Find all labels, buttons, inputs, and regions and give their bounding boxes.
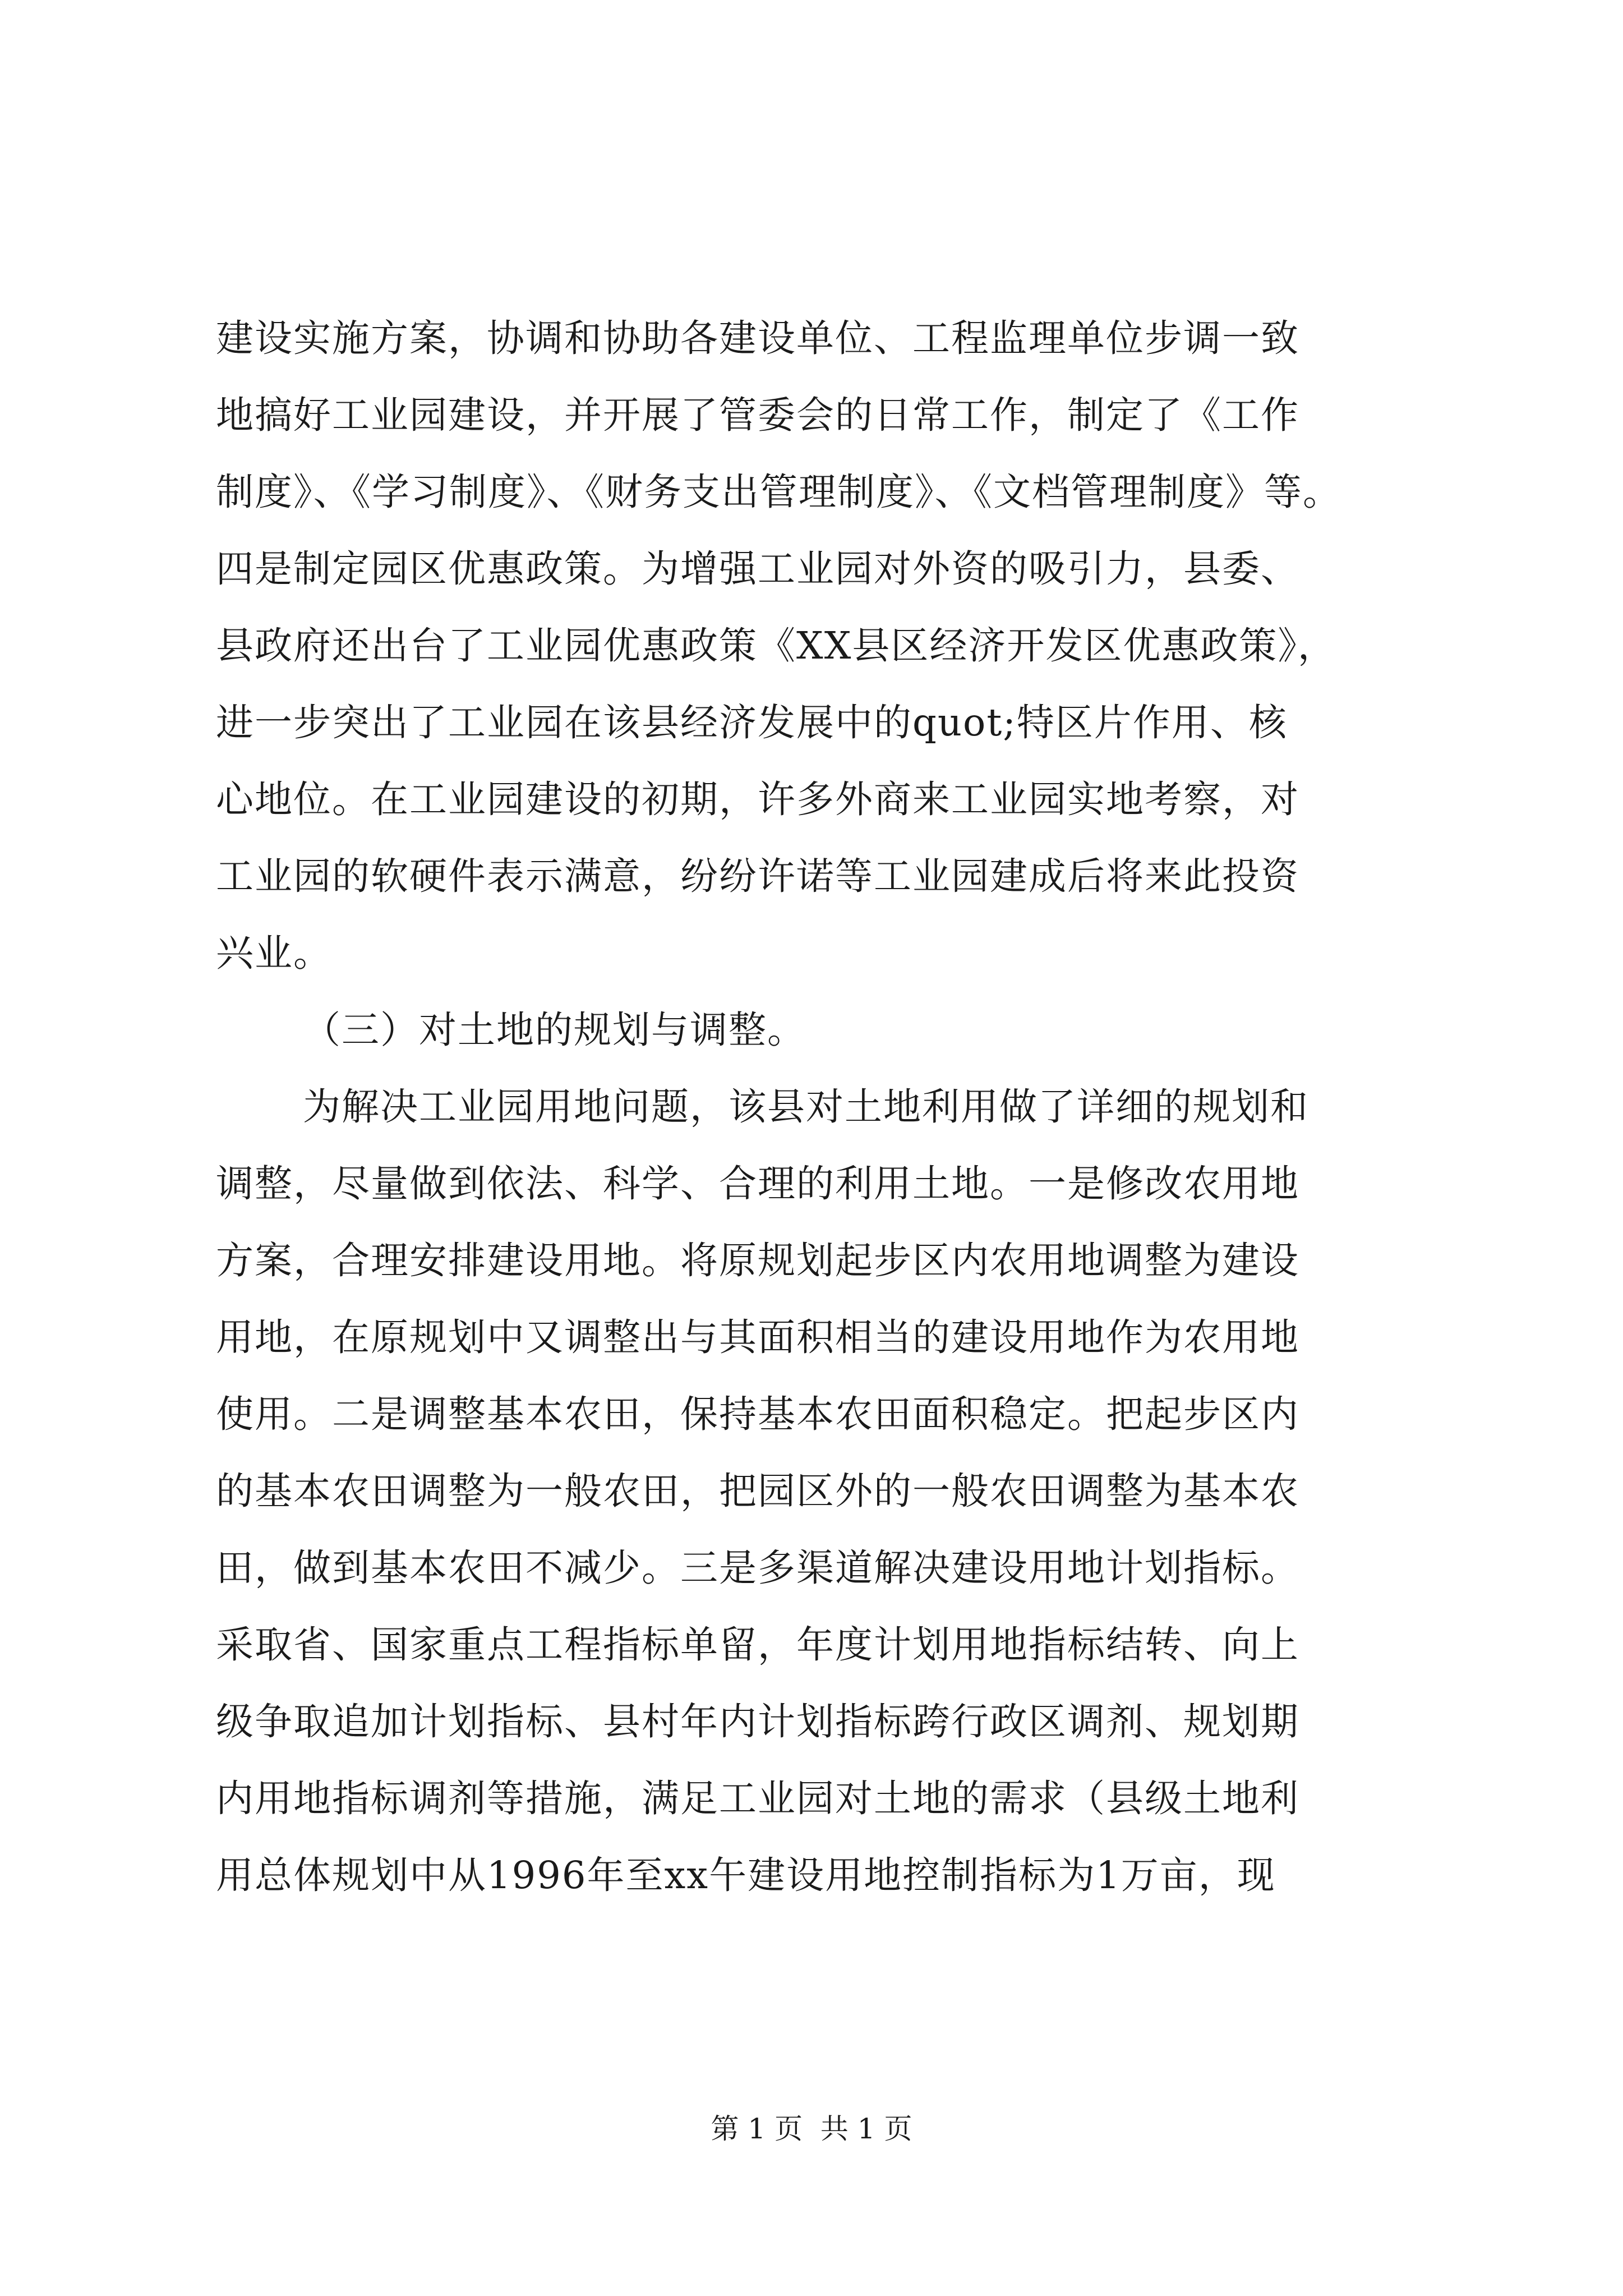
paragraph-line: 兴业。 — [216, 931, 332, 975]
page-number-footer: 第 1 页 共 1 页 — [711, 2113, 912, 2145]
paragraph-line: 心地位。在工业园建设的初期，许多外商来工业园实地考察，对 — [216, 777, 1299, 821]
paragraph-line: 级争取追加计划指标、县村年内计划指标跨行政区调剂、规划期 — [216, 1700, 1299, 1743]
paragraph-line: 制度》、《学习制度》、《财务支出管理制度》、《文档管理制度》等。 — [216, 470, 1341, 514]
paragraph-line: 县政府还出台了工业园优惠政策《XX县区经济开发区优惠政策》， — [216, 624, 1336, 668]
paragraph-line: 调整，尽量做到依法、科学、合理的利用土地。一是修改农用地 — [216, 1162, 1299, 1205]
paragraph-line: 田，做到基本农田不减少。三是多渠道解决建设用地计划指标。 — [216, 1546, 1299, 1590]
paragraph-line: 使用。二是调整基本农田，保持基本农田面积稳定。把起步区内 — [216, 1392, 1299, 1436]
paragraph-line: 的基本农田调整为一般农田，把园区外的一般农田调整为基本农 — [216, 1469, 1299, 1513]
paragraph-line: 地搞好工业园建设，并开展了管委会的日常工作，制定了《工作 — [216, 393, 1299, 437]
paragraph-line: 用总体规划中从1996年至xx午建设用地控制指标为1万亩，现 — [216, 1853, 1276, 1897]
paragraph-line: 用地，在原规划中又调整出与其面积相当的建设用地作为农用地 — [216, 1315, 1299, 1359]
section-heading: （三）对土地的规划与调整。 — [303, 1008, 806, 1052]
paragraph-line: 建设实施方案，协调和协助各建设单位、工程监理单位步调一致 — [216, 316, 1299, 360]
paragraph-line: 为解决工业园用地问题，该县对土地利用做了详细的规划和 — [303, 1085, 1309, 1129]
paragraph-line: 进一步突出了工业园在该县经济发展中的quot;特区片作用、核 — [216, 701, 1288, 744]
paragraph-line: 内用地指标调剂等措施，满足工业园对土地的需求（县级土地利 — [216, 1777, 1299, 1820]
paragraph-line: 方案，合理安排建设用地。将原规划起步区内农用地调整为建设 — [216, 1239, 1299, 1282]
paragraph-line: 工业园的软硬件表示满意，纷纷许诺等工业园建成后将来此投资 — [216, 854, 1299, 898]
paragraph-line: 采取省、国家重点工程指标单留，年度计划用地指标结转、向上 — [216, 1623, 1299, 1667]
paragraph-line: 四是制定园区优惠政策。为增强工业园对外资的吸引力，县委、 — [216, 547, 1299, 591]
